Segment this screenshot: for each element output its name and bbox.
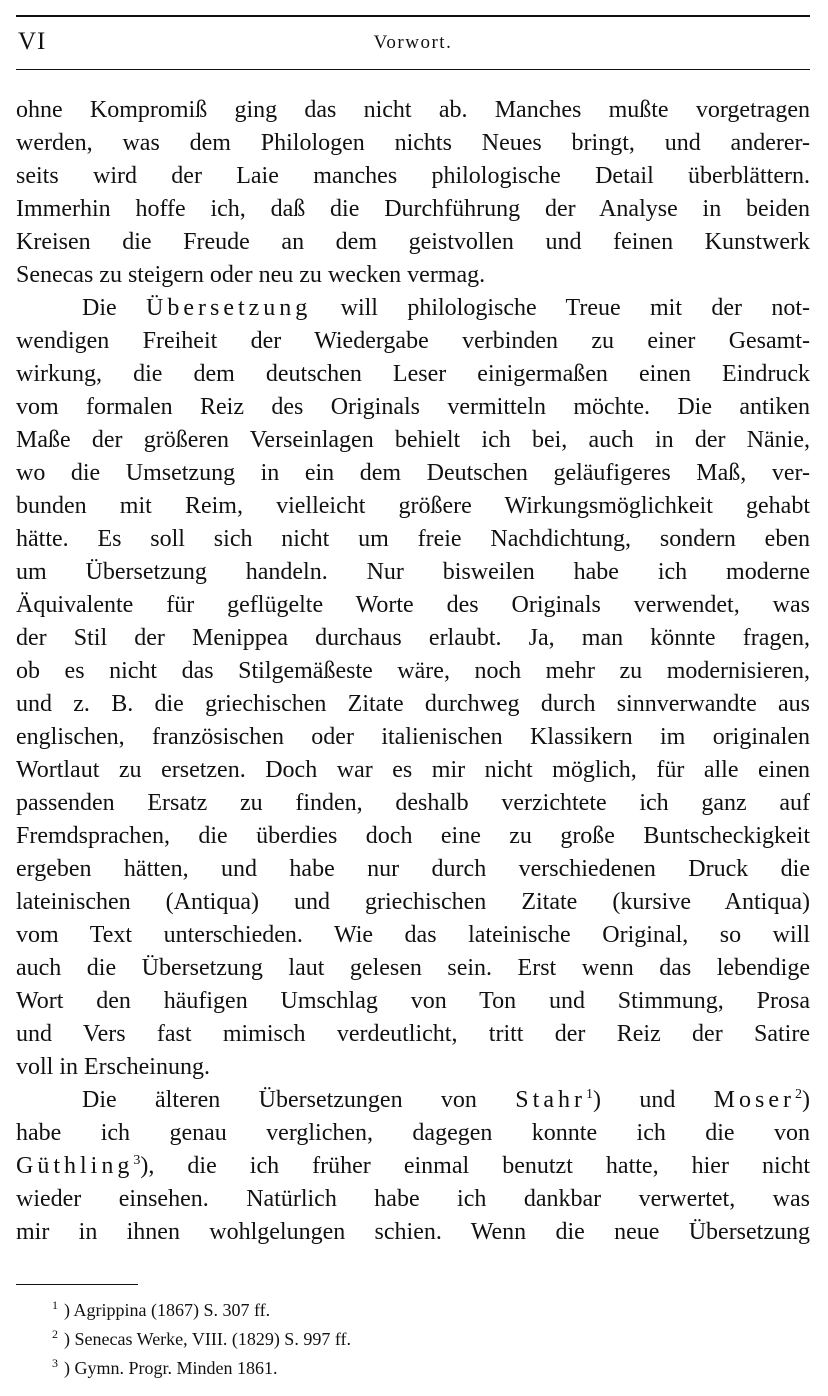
- text-line: lateinischen (Antiqua) und griechischen Zitate (kursive Antiqua): [16, 889, 810, 915]
- footnote-rule: [16, 1284, 138, 1285]
- text-line: ergeben hätten, und habe nur durch verschiedenen Druck die: [16, 856, 810, 882]
- running-title: Vorwort.: [373, 32, 453, 53]
- author-name: Moser: [713, 1087, 795, 1113]
- text-line: Senecas zu steigern oder neu zu wecken vermag.: [16, 262, 486, 288]
- text-run: ) und: [592, 1087, 714, 1113]
- page-number: VI: [18, 28, 47, 55]
- text-line: Kreisen die Freude an dem geistvollen und feinen Kunstwerk: [16, 229, 810, 255]
- footnote-mark: 3: [52, 1356, 58, 1370]
- text-run: Die: [82, 295, 146, 321]
- author-name: Güthling: [16, 1153, 134, 1179]
- footnotes: [52, 1296, 752, 1383]
- text-line: ob es nicht das Stilgemäßeste wäre, noch mehr zu modernisieren,: [16, 658, 810, 684]
- footnote-mark: 1: [52, 1298, 58, 1312]
- text-line: bunden mit Reim, vielleicht größere Wirkungsmöglichkeit gehabt: [16, 493, 810, 519]
- text-line: vom Text unterschieden. Wie das lateinische Original, so will: [16, 922, 810, 948]
- text-line: ohne Kompromiß ging das nicht ab. Manches mußte vorgetragen: [16, 97, 810, 123]
- text-run: ): [802, 1087, 810, 1113]
- text-line: mir in ihnen wohlgelungen schien. Wenn die neue Übersetzung: [16, 1219, 810, 1245]
- header-rule: [16, 69, 810, 70]
- text-line: [16, 1150, 810, 1183]
- footnote-mark: 2: [52, 1327, 58, 1341]
- page-header: [16, 28, 810, 62]
- text-line: vom formalen Reiz des Originals vermitteln möchte. Die antiken: [16, 394, 810, 420]
- author-name: Stahr: [515, 1087, 586, 1113]
- text-line: Immerhin hoffe ich, daß die Durchführung der Analyse in beiden: [16, 196, 810, 222]
- text-line: habe ich genau verglichen, dagegen konnte ich die von: [16, 1120, 810, 1146]
- text-line: um Übersetzung handeln. Nur bisweilen habe ich moderne: [16, 559, 810, 585]
- footnote: [52, 1296, 752, 1325]
- footnote-text: ) Senecas Werke, VIII. (1829) S. 997 ff.: [64, 1329, 351, 1349]
- footnote: [52, 1325, 752, 1354]
- text-line: passenden Ersatz zu finden, deshalb verzichtete ich ganz auf: [16, 790, 810, 816]
- top-rule: [16, 15, 810, 17]
- emphasized-term: Übersetzung: [146, 295, 312, 321]
- text-line: Wort den häufigen Umschlag von Ton und Stimmung, Prosa: [16, 988, 810, 1014]
- text-line: und z. B. die griechischen Zitate durchweg durch sinnverwandte aus: [16, 691, 810, 717]
- text-line: seits wird der Laie manches philologische Detail überblättern.: [16, 163, 810, 189]
- text-line: Wortlaut zu ersetzen. Doch war es mir nicht möglich, für alle einen: [16, 757, 810, 783]
- text-line: Maße der größeren Verseinlagen behielt ich bei, auch in der Nänie,: [16, 427, 810, 453]
- text-line: englischen, französischen oder italienischen Klassikern im originalen: [16, 724, 810, 750]
- text-line: hätte. Es soll sich nicht um freie Nachdichtung, sondern eben: [16, 526, 810, 552]
- footnote-ref: 1: [585, 1087, 593, 1102]
- footnote-text: ) Agrippina (1867) S. 307 ff.: [64, 1300, 271, 1320]
- text-line: auch die Übersetzung laut gelesen sein. Erst wenn das lebendige: [16, 955, 810, 981]
- footnote: [52, 1354, 752, 1383]
- text-line: wieder einsehen. Natürlich habe ich dankbar verwertet, was: [16, 1186, 810, 1212]
- text-line: Fremdsprachen, die überdies doch eine zu große Buntscheckigkeit: [16, 823, 810, 849]
- text-run: will philologische Treue mit der not-: [311, 295, 810, 321]
- paragraph-first-line: [16, 1084, 810, 1117]
- text-run: Die älteren Übersetzungen von: [82, 1087, 516, 1113]
- text-line: werden, was dem Philologen nichts Neues bringt, und anderer-: [16, 130, 810, 156]
- text-line: voll in Erscheinung.: [16, 1054, 210, 1080]
- footnote-ref: 3: [133, 1153, 141, 1168]
- text-run: ), die ich früher einmal benutzt hatte, hier nicht: [140, 1153, 810, 1179]
- text-line: der Stil der Menippea durchaus erlaubt. Ja, man könnte fragen,: [16, 625, 810, 651]
- body-text: [16, 94, 810, 1249]
- text-line: und Vers fast mimisch verdeutlicht, tritt der Reiz der Satire: [16, 1021, 810, 1047]
- text-line: wo die Umsetzung in ein dem Deutschen geläufigeres Maß, ver-: [16, 460, 810, 486]
- text-line: Äquivalente für geflügelte Worte des Originals verwendet, was: [16, 592, 810, 618]
- footnote-ref: 2: [795, 1087, 802, 1102]
- text-line: wendigen Freiheit der Wiedergabe verbinden zu einer Gesamt-: [16, 328, 810, 354]
- text-line: wirkung, die dem deutschen Leser einigermaßen einen Eindruck: [16, 361, 810, 387]
- footnote-text: ) Gymn. Progr. Minden 1861.: [64, 1358, 278, 1378]
- paragraph-first-line: [16, 292, 810, 325]
